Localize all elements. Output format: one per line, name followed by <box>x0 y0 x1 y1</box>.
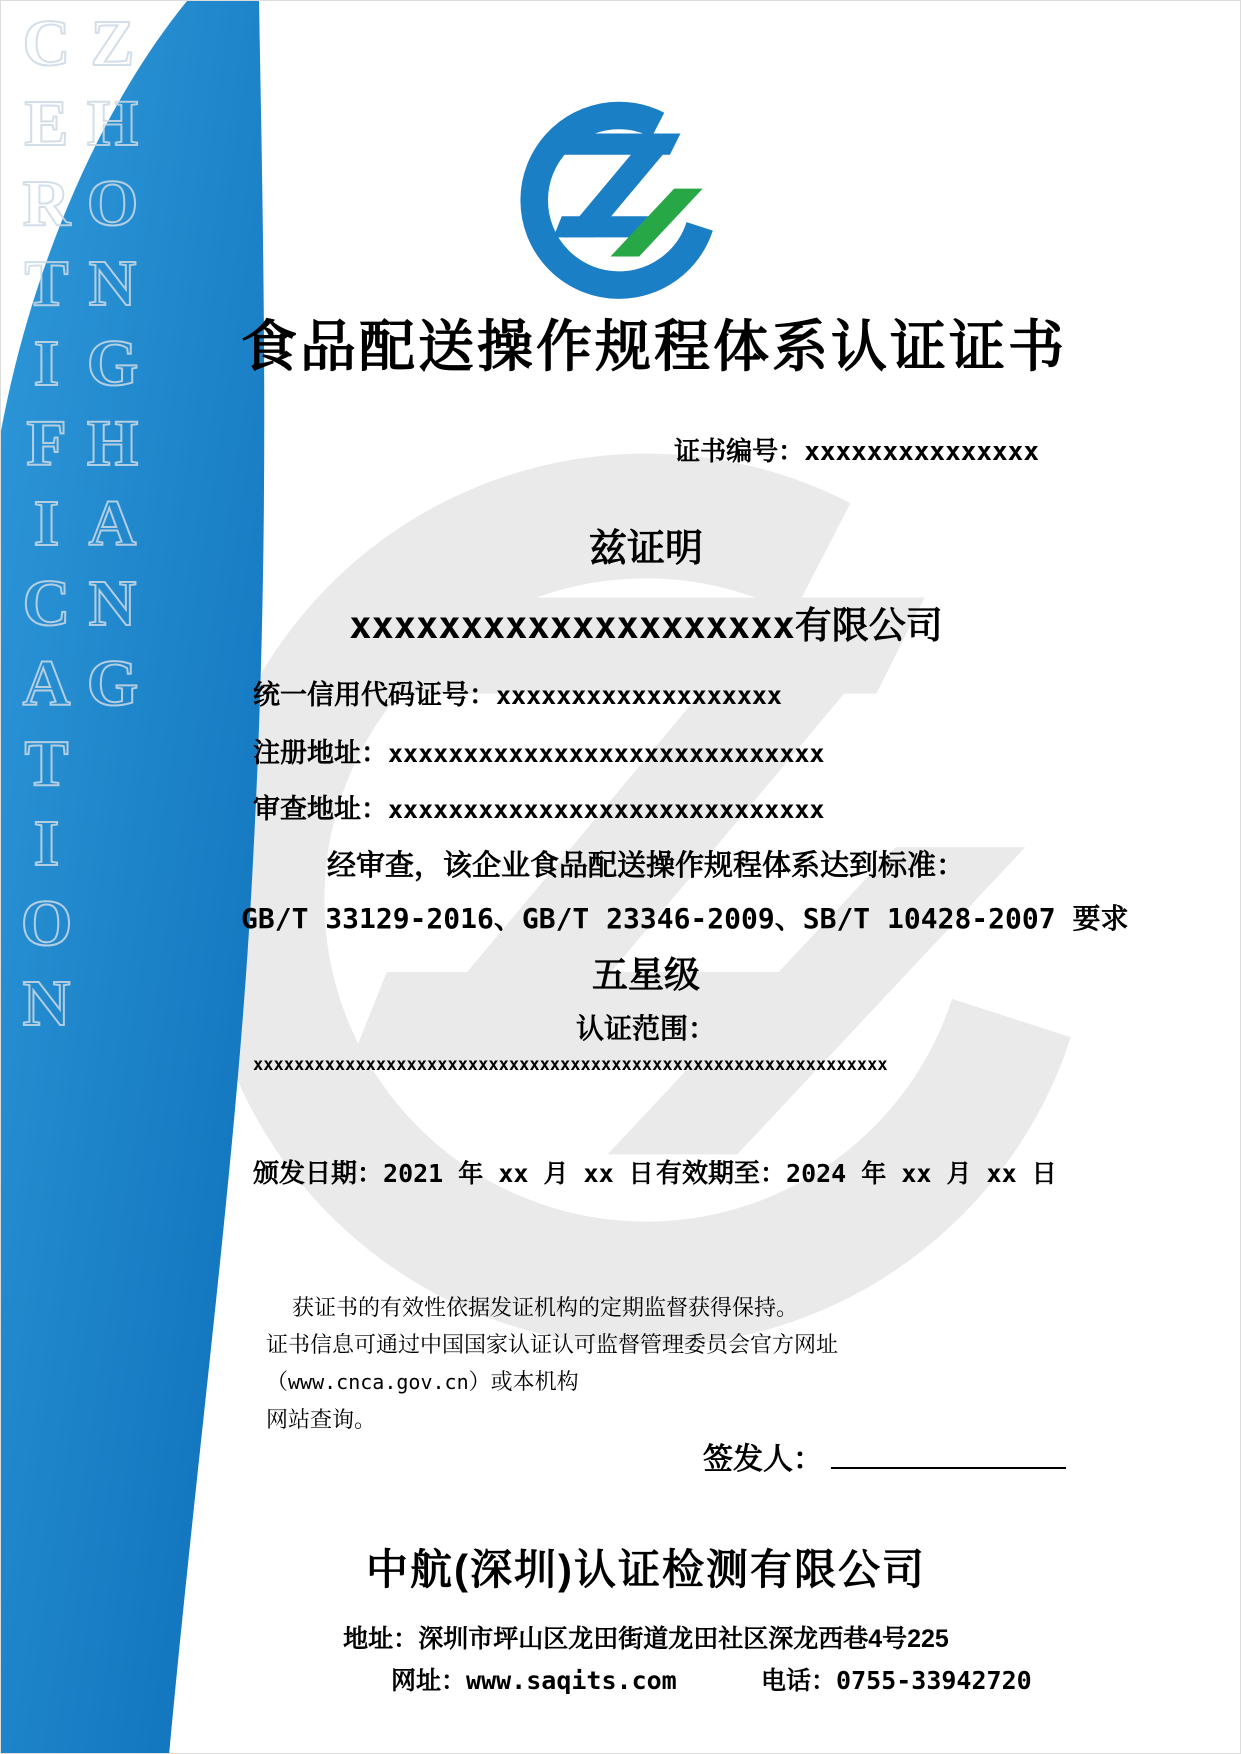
note-line-3: 网站查询。 <box>266 1407 377 1432</box>
issue-date-value: 2021 年 xx 月 xx 日 <box>383 1159 654 1188</box>
note-line-2: 证书信息可通过中国国家认证认可监督管理委员会官方网址（www.cnca.gov.cn）或本机构 <box>266 1332 839 1394</box>
vertical-brand-text: ZHONGHANG CERTIFICATION <box>10 7 149 1047</box>
cnca-url: www.cnca.gov.cn <box>288 1370 469 1394</box>
credit-code-label: 统一信用代码证号： <box>253 680 496 710</box>
company-name-line <box>241 595 1051 649</box>
signature-blank-line <box>831 1433 1066 1469</box>
certificate-content <box>241 1 1129 1754</box>
footer-address-label: 地址： <box>343 1625 419 1653</box>
certificate-number-line <box>674 431 1039 468</box>
footer-phone-line <box>761 1661 1032 1697</box>
scope-value-placeholder: xxxxxxxxxxxxxxxxxxxxxxxxxxxxxxxxxxxxxxxxxxxxxxxxxxxxxxxxxxxxxx <box>253 1055 888 1075</box>
fine-print-notes <box>266 1289 1036 1438</box>
certificate-number-value: xxxxxxxxxxxxxxx <box>804 437 1039 467</box>
valid-until-value: 2024 年 xx 月 xx 日 <box>786 1159 1057 1188</box>
footer-phone-label: 电话： <box>761 1667 837 1695</box>
star-level: 五星级 <box>591 954 700 995</box>
certificate-number-label: 证书编号： <box>674 436 805 466</box>
audit-address-label: 审查地址： <box>253 794 388 824</box>
scope-label: 认证范围： <box>575 1013 716 1044</box>
credit-code-value: xxxxxxxxxxxxxxxxxxx <box>496 681 782 710</box>
company-name-suffix: 有限公司 <box>794 605 943 646</box>
note-line-1: 获证书的有效性依据发证机构的定期监督获得保持。 <box>292 1295 799 1320</box>
footer-address-line <box>241 1619 1051 1655</box>
certify-heading: 兹证明 <box>588 528 703 570</box>
footer-website-line <box>391 1661 677 1697</box>
credit-code-line <box>253 673 782 712</box>
certificate-title: 食品配送操作规程体系认证证书 <box>241 315 1067 378</box>
footer-address-value: 深圳市坪山区龙田街道龙田社区深龙西巷4号225 <box>418 1625 949 1653</box>
audit-address-line <box>253 787 825 826</box>
footer-website-value: www.saqits.com <box>466 1666 677 1695</box>
standards-line: GB/T 33129-2016、GB/T 23346-2009、SB/T 10428-2007 要求 <box>241 902 1129 935</box>
issue-date-line <box>253 1153 654 1190</box>
valid-until-line <box>656 1153 1057 1190</box>
footer-phone-value: 0755-33942720 <box>836 1666 1032 1695</box>
registered-address-value: xxxxxxxxxxxxxxxxxxxxxxxxxxxxx <box>388 739 825 768</box>
valid-until-label: 有效期至： <box>656 1158 787 1188</box>
audit-address-value: xxxxxxxxxxxxxxxxxxxxxxxxxxxxx <box>388 795 825 824</box>
registered-address-line <box>253 731 825 770</box>
issue-date-label: 颁发日期： <box>253 1158 384 1188</box>
signer-line <box>703 1433 1066 1478</box>
company-name-placeholder: xxxxxxxxxxxxxxxxxxxx <box>349 604 795 647</box>
review-statement: 经审查，该企业食品配送操作规程体系达到标准： <box>326 850 965 882</box>
issuing-organization: 中航(深圳)认证检测有限公司 <box>366 1546 926 1593</box>
signer-label: 签发人： <box>703 1443 823 1476</box>
footer-website-label: 网址： <box>391 1667 467 1695</box>
registered-address-label: 注册地址： <box>253 738 388 768</box>
